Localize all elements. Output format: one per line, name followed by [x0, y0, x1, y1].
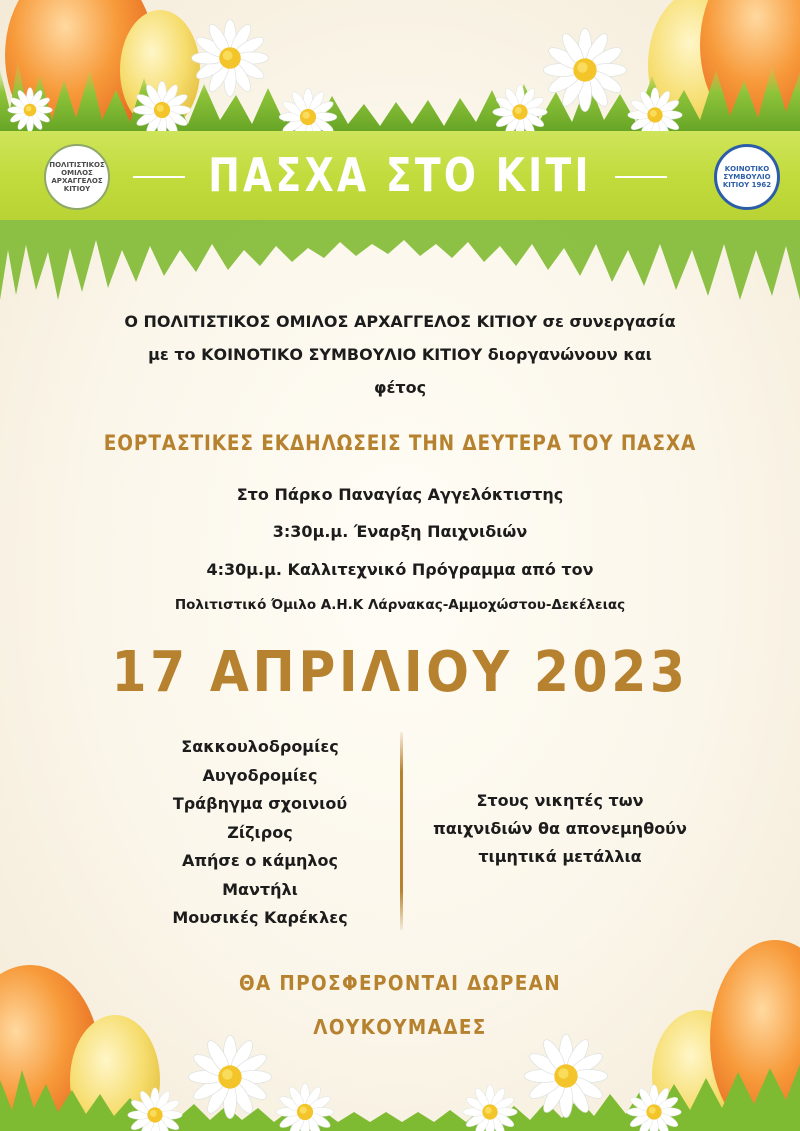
list-item: Απήσε ο κάμηλος [181, 851, 339, 870]
event-performer: Πολιτιστικό Όμιλο Α.Η.Κ Λάρνακας-Αμμοχώστου-Δεκέλειας [174, 597, 626, 613]
intro-line-2: με το ΚΟΙΝΟΤΙΚΟ ΣΥΜΒΟΥΛΙΟ ΚΙΤΙΟΥ διοργανώνουν και [148, 345, 652, 364]
intro-paragraph [60, 305, 740, 404]
community-council-logo [714, 144, 780, 210]
list-item: Σακκουλοδρομίες [181, 737, 339, 756]
event-date: 17 ΑΠΡΙΛΙΟΥ 2023 [111, 640, 689, 705]
list-item: Μουσικές Καρέκλες [172, 908, 348, 927]
community-council-logo-text: ΚΟΙΝΟΤΙΚΟ ΣΥΜΒΟΥΛΙΟ ΚΙΤΙΟΥ 1962 [722, 165, 772, 189]
event-time-program: 4:30μ.μ. Καλλιτεχνικό Πρόγραμμα από τον [206, 560, 594, 579]
intro-line-1: Ο ΠΟΛΙΤΙΣΤΙΚΟΣ ΟΜΙΛΟΣ ΑΡΧΑΓΓΕΛΟΣ ΚΙΤΙΟΥ σε συνεργασία [124, 312, 676, 331]
event-time-games: 3:30μ.μ. Έναρξη Παιχνιδιών [272, 522, 528, 541]
list-item: Ζίζιρος [227, 822, 293, 842]
event-subheading: ΕΟΡΤΑΣΤΙΚΕΣ ΕΚΔΗΛΩΣΕΙΣ ΤΗΝ ΔΕΥΤΕΡΑ ΤΟΥ ΠΑΣΧΑ [103, 431, 697, 455]
free-offer-line-1: ΘΑ ΠΡΟΣΦΕΡΟΝΤΑΙ ΔΩΡΕΑΝ [238, 971, 562, 995]
prize-line-3: τιμητικά μετάλλια [478, 847, 642, 866]
intro-line-3: φέτος [373, 378, 427, 397]
event-venue: Στο Πάρκο Παναγίας Αγγελόκτιστης [236, 485, 564, 504]
prize-line-2: παιχνιδιών θα απονεμηθούν [433, 819, 687, 838]
page-title: ΠΑΣΧΑ ΣΤΟ ΚΙΤΙ [208, 148, 592, 202]
prize-line-1: Στους νικητές των [476, 791, 644, 810]
cultural-club-logo [44, 144, 110, 210]
cultural-club-logo-text: ΠΟΛΙΤΙΣΤΙΚΟΣ ΟΜΙΛΟΣ ΑΡΧΑΓΓΕΛΟΣ ΚΙΤΙΟΥ [49, 161, 105, 193]
list-item: Μαντήλι [222, 879, 298, 899]
list-item: Αυγοδρομίες [202, 765, 318, 785]
prize-note [420, 787, 700, 871]
games-list [120, 733, 400, 933]
column-divider [400, 732, 403, 930]
free-offer-line-2: ΛΟΥΚΟΥΜΑΔΕΣ [313, 1015, 487, 1039]
list-item: Τράβηγμα σχοινιού [172, 794, 348, 813]
